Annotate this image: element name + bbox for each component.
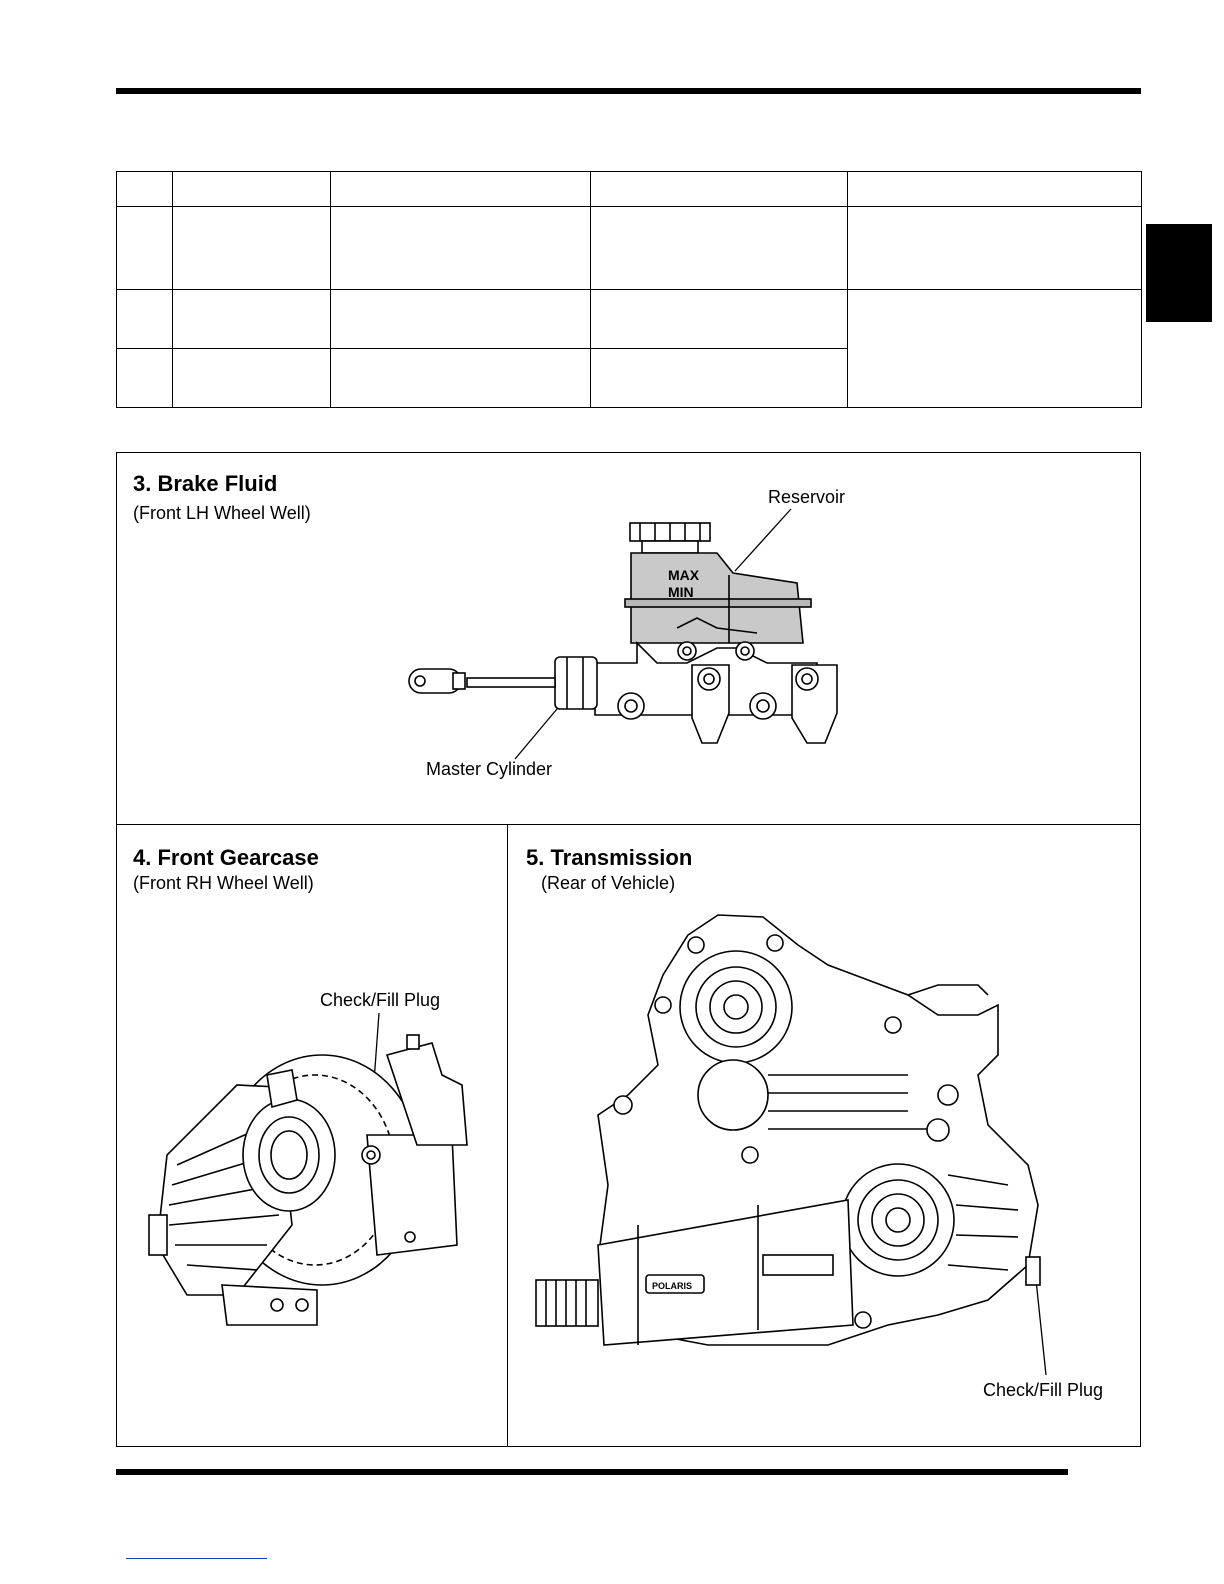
table-cell (117, 207, 173, 290)
panel-subtitle: (Front RH Wheel Well) (133, 873, 314, 893)
table-cell (848, 207, 1142, 290)
reservoir-leader-line (735, 509, 791, 571)
table-cell (173, 172, 331, 207)
table-cell (591, 172, 848, 207)
warning-label (763, 1255, 833, 1275)
table-cell (591, 290, 848, 349)
panel-title: 3. Brake Fluid (133, 471, 278, 496)
reservoir-cap (630, 523, 710, 553)
front-gearcase-panel (116, 824, 508, 1447)
bottom-rule (116, 1469, 1068, 1475)
table-row (117, 290, 1142, 349)
table-header-row (117, 172, 1142, 207)
table-cell (331, 172, 591, 207)
maintenance-table (116, 171, 1142, 408)
chapter-tab (1146, 224, 1212, 322)
gearcase-illustration (117, 825, 509, 1448)
master-cylinder-illustration (117, 453, 1142, 826)
footer-link-underline[interactable] (126, 1558, 267, 1559)
check-fill-plug-label: Check/Fill Plug (983, 1380, 1104, 1400)
master-cylinder-leader-line (515, 703, 562, 759)
plug-leader-line (1036, 1280, 1046, 1375)
check-fill-plug (1026, 1257, 1040, 1285)
table-cell (848, 172, 1142, 207)
panel-title: 4. Front Gearcase (133, 845, 319, 870)
master-cylinder-label: Master Cylinder (426, 759, 553, 779)
transmission-panel (507, 824, 1141, 1447)
brake-fluid-panel (116, 452, 1141, 825)
table-cell (117, 172, 173, 207)
min-mark: MIN (668, 584, 694, 600)
brand-mark-text: POLARIS (652, 1281, 693, 1291)
reservoir-label: Reservoir (768, 487, 846, 507)
table-cell (331, 207, 591, 290)
reservoir-body (625, 553, 811, 643)
table-cell (173, 207, 331, 290)
table-cell (117, 349, 173, 408)
transmission-illustration (508, 825, 1142, 1448)
table-cell (591, 349, 848, 408)
table-cell (591, 207, 848, 290)
top-rule (116, 88, 1141, 94)
table-row (117, 207, 1142, 290)
table-cell (331, 290, 591, 349)
table-cell (173, 290, 331, 349)
panel-title: 5. Transmission (526, 845, 693, 870)
output-shaft (149, 1215, 167, 1255)
table-cell (848, 290, 1142, 408)
panel-subtitle: (Front LH Wheel Well) (133, 503, 311, 523)
check-fill-plug-label: Check/Fill Plug (320, 990, 441, 1010)
table-cell (117, 290, 173, 349)
max-mark: MAX (668, 567, 700, 583)
table-cell (173, 349, 331, 408)
table-cell (331, 349, 591, 408)
panel-subtitle: (Rear of Vehicle) (541, 873, 676, 893)
cylinder-body (409, 642, 837, 743)
